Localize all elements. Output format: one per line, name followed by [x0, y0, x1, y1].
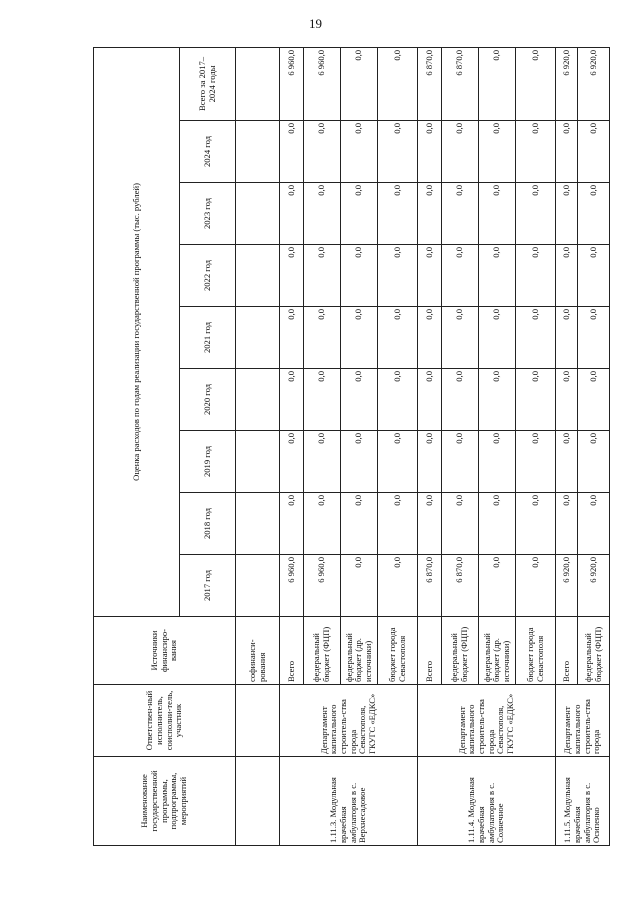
measure-responsible: Департамент капитального строитель-ства города Севастополя, ГКУГС «ЕДКС»: [418, 685, 556, 757]
header-year: 2019 год: [180, 431, 236, 493]
value-cell: 0,0: [556, 493, 578, 555]
value-cell: 0,0: [280, 183, 304, 245]
value-cell: 0,0: [479, 245, 516, 307]
value-cell: 0,0: [341, 493, 378, 555]
value-cell: 0,0: [280, 121, 304, 183]
value-cell: 0,0: [516, 431, 556, 493]
value-cell: 0,0: [341, 121, 378, 183]
value-cell: 0,0: [341, 307, 378, 369]
value-cell: 0,0: [341, 183, 378, 245]
header-name: Наименование государственной программы, подпрограммы, мероприятий: [94, 757, 236, 846]
value-cell: 0,0: [378, 307, 418, 369]
measure-name: 1.11.5. Модульная врачебная амбулатория в с. Осипенко: [556, 757, 610, 846]
value-cell: 6 920,0: [578, 47, 610, 120]
value-cell: 0,0: [556, 369, 578, 431]
source-cell: Всего: [418, 617, 442, 685]
value-cell: 0,0: [479, 431, 516, 493]
value-cell: 0,0: [341, 47, 378, 120]
value-cell: 0,0: [341, 555, 378, 617]
value-cell: 0,0: [578, 493, 610, 555]
value-cell: 0,0: [516, 245, 556, 307]
value-cell: 0,0: [378, 121, 418, 183]
value-cell: 0,0: [556, 245, 578, 307]
empty-cell: [236, 685, 280, 757]
value-cell: 0,0: [516, 493, 556, 555]
measure-responsible: Департамент капитального строитель-ства города Севастополя, ГКУГС «ЕДКС»: [280, 685, 418, 757]
source-cell: бюджет города Севастополя: [378, 617, 418, 685]
value-cell: 0,0: [304, 183, 341, 245]
source-cell: федеральный бюджет (др. источники): [341, 617, 378, 685]
value-cell: 0,0: [516, 47, 556, 120]
header-estimate: Оценка расходов по годам реализации государственной программы (тыс. рублей): [94, 47, 180, 616]
value-cell: 0,0: [442, 183, 479, 245]
source-cell: федеральный бюджет (ФЦП): [304, 617, 341, 685]
value-cell: 0,0: [304, 431, 341, 493]
value-cell: 0,0: [341, 369, 378, 431]
value-cell: 0,0: [442, 431, 479, 493]
value-cell: 0,0: [578, 431, 610, 493]
value-cell: 0,0: [304, 307, 341, 369]
table-row: [556, 47, 578, 845]
value-cell: 0,0: [556, 307, 578, 369]
value-cell: 0,0: [516, 307, 556, 369]
source-cell: бюджет города Севастополя: [516, 617, 556, 685]
value-cell: 0,0: [516, 369, 556, 431]
value-cell: 0,0: [578, 369, 610, 431]
value-cell: 0,0: [556, 431, 578, 493]
header-year: 2022 год: [180, 245, 236, 307]
value-cell: 0,0: [479, 121, 516, 183]
header-year: 2021 год: [180, 307, 236, 369]
header-year: 2017 год: [180, 555, 236, 617]
header-year: 2018 год: [180, 493, 236, 555]
value-cell: 0,0: [280, 431, 304, 493]
value-cell: 0,0: [516, 555, 556, 617]
value-cell: 6 960,0: [280, 555, 304, 617]
value-cell: 0,0: [304, 493, 341, 555]
value-cell: 0,0: [378, 245, 418, 307]
value-cell: 0,0: [479, 307, 516, 369]
page-number: 19: [309, 16, 322, 31]
value-cell: 0,0: [556, 183, 578, 245]
cofinancing-cell: софинанси-рования: [236, 617, 280, 685]
source-cell: Всего: [556, 617, 578, 685]
value-cell: 0,0: [442, 121, 479, 183]
value-cell: 0,0: [378, 369, 418, 431]
table-row: [280, 47, 304, 845]
value-cell: 0,0: [418, 431, 442, 493]
measure-responsible: Департамент капитального строитель-ства города: [556, 685, 610, 757]
value-cell: 0,0: [341, 245, 378, 307]
value-cell: 0,0: [479, 555, 516, 617]
value-cell: 6 920,0: [578, 555, 610, 617]
value-cell: 0,0: [418, 493, 442, 555]
value-cell: 0,0: [578, 121, 610, 183]
value-cell: 6 870,0: [418, 47, 442, 120]
value-cell: 0,0: [479, 183, 516, 245]
header-year-total: Всего за 2017–2024 годы: [180, 47, 236, 120]
budget-table: [93, 47, 610, 846]
header-year: 2023 год: [180, 183, 236, 245]
value-cell: 0,0: [516, 183, 556, 245]
value-cell: 0,0: [442, 307, 479, 369]
value-cell: 0,0: [516, 121, 556, 183]
value-cell: 0,0: [442, 369, 479, 431]
empty-cell: [236, 757, 280, 846]
value-cell: 0,0: [378, 493, 418, 555]
value-cell: 0,0: [418, 245, 442, 307]
value-cell: 0,0: [578, 183, 610, 245]
value-cell: 0,0: [378, 183, 418, 245]
value-cell: 0,0: [304, 121, 341, 183]
value-cell: 0,0: [418, 307, 442, 369]
value-cell: 0,0: [378, 431, 418, 493]
value-cell: 0,0: [418, 121, 442, 183]
source-cell: федеральный бюджет (ФЦП): [442, 617, 479, 685]
value-cell: 6 960,0: [304, 47, 341, 120]
value-cell: 6 920,0: [556, 47, 578, 120]
value-cell: 0,0: [304, 245, 341, 307]
value-cell: 6 960,0: [304, 555, 341, 617]
value-cell: 0,0: [556, 121, 578, 183]
value-cell: 0,0: [418, 183, 442, 245]
source-cell: федеральный бюджет (ФЦП): [578, 617, 610, 685]
value-cell: 6 920,0: [556, 555, 578, 617]
value-cell: 0,0: [304, 369, 341, 431]
value-cell: 0,0: [341, 431, 378, 493]
value-cell: 0,0: [280, 307, 304, 369]
table-row: [418, 47, 442, 845]
value-cell: 0,0: [280, 245, 304, 307]
measure-name: 1.11.4. Модульная врачебная амбулатория в с. Солнечное: [418, 757, 556, 846]
value-cell: 0,0: [479, 493, 516, 555]
value-cell: 6 960,0: [280, 47, 304, 120]
value-cell: 0,0: [578, 245, 610, 307]
measure-name: 1.11.3. Модульная врачебная амбулатория в с. Верхнесадовое: [280, 757, 418, 846]
value-cell: 0,0: [378, 555, 418, 617]
value-cell: 0,0: [418, 369, 442, 431]
value-cell: 6 870,0: [442, 555, 479, 617]
value-cell: 0,0: [578, 307, 610, 369]
rotated-table-container: [93, 48, 603, 846]
header-source: Источники финансиро-вания: [94, 617, 236, 685]
value-cell: 0,0: [442, 245, 479, 307]
value-cell: 0,0: [442, 493, 479, 555]
source-cell: Всего: [280, 617, 304, 685]
header-year: 2024 год: [180, 121, 236, 183]
value-cell: 6 870,0: [418, 555, 442, 617]
value-cell: 0,0: [378, 47, 418, 120]
header-year: 2020 год: [180, 369, 236, 431]
header-responsible: Ответствен-ный исполнитель, соисполни-тель, участник: [94, 685, 236, 757]
value-cell: 0,0: [479, 369, 516, 431]
value-cell: 0,0: [479, 47, 516, 120]
value-cell: 0,0: [280, 493, 304, 555]
source-cell: федеральный бюджет (др. источники): [479, 617, 516, 685]
value-cell: 6 870,0: [442, 47, 479, 120]
value-cell: 0,0: [280, 369, 304, 431]
